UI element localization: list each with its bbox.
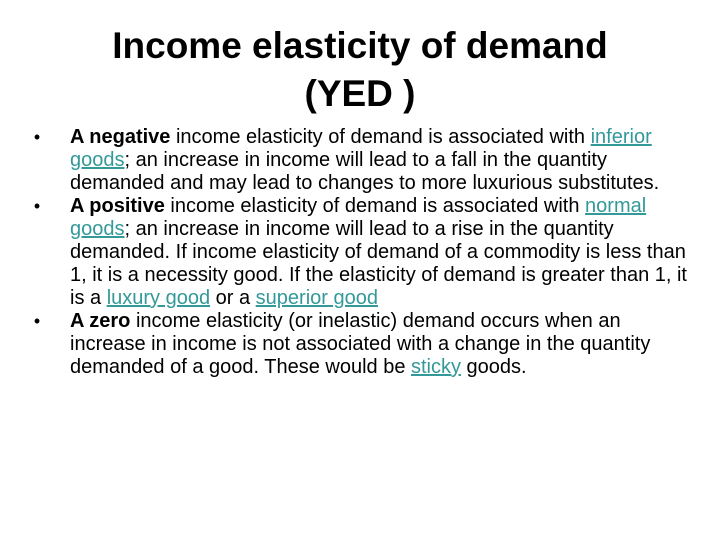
bullet-icon: • (33, 311, 41, 331)
bullet-text: income elasticity (or inelastic) demand occurs when an increase in income is not associated with a change in the quantity demanded of a good. These would be (70, 310, 651, 378)
bullet-bold: A zero (70, 310, 131, 332)
normal-goods-link[interactable]: normal goods (70, 195, 647, 240)
superior-good-link[interactable]: superior good (255, 287, 378, 309)
title-line-2: (YED ) (304, 73, 416, 114)
bullet-text: or a (210, 287, 256, 309)
bullet-text: ; an increase in income will lead to a fall in the quantity demanded and may lead to changes to more luxurious substitutes. (70, 149, 660, 194)
inferior-goods-link[interactable]: inferior goods (70, 126, 652, 171)
bullet-text: ; an increase in income will lead to a rise in the quantity demanded. If income elasticity of demand of a commodity is less than 1, it is a necessity good. If the elasticity of demand is greater than 1, it is a (70, 218, 687, 309)
bullet-bold: A positive (70, 195, 165, 217)
luxury-good-link[interactable]: luxury good (106, 287, 211, 309)
sticky-goods-link[interactable]: sticky (411, 356, 461, 378)
bullet-zero (30, 310, 698, 379)
slide-title (0, 22, 720, 118)
bullet-positive (30, 195, 698, 310)
bullet-text: income elasticity of demand is associated with (164, 195, 586, 217)
bullet-icon: • (33, 127, 41, 147)
bullet-icon: • (33, 196, 41, 216)
title-line-1: Income elasticity of demand (112, 25, 608, 66)
bullet-text: income elasticity of demand is associated with (170, 126, 591, 148)
bullet-list (30, 126, 698, 379)
bullet-bold: A negative (70, 126, 171, 148)
bullet-negative (30, 126, 698, 195)
bullet-text: goods. (461, 356, 527, 378)
